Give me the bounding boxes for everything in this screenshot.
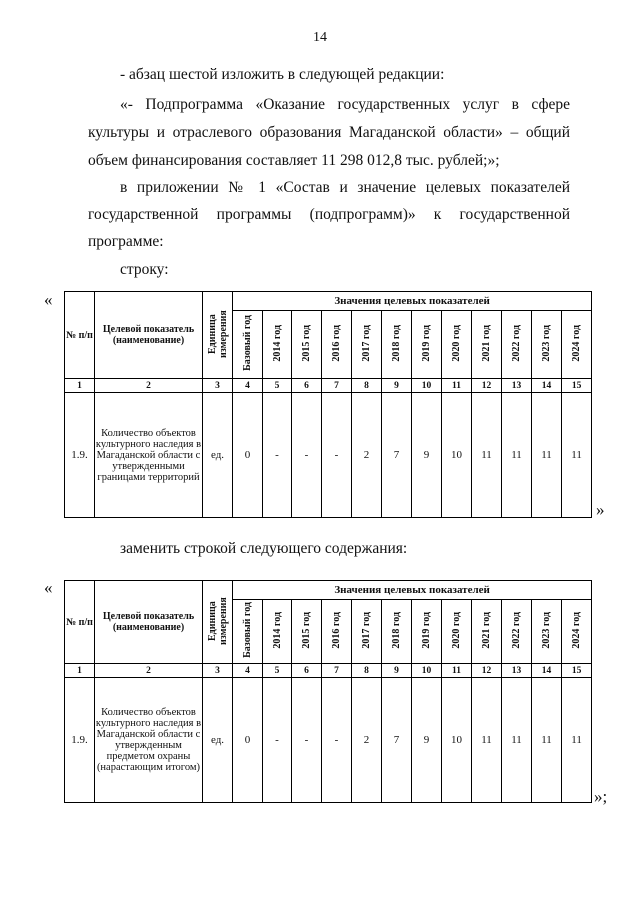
col-number: 7	[322, 664, 352, 678]
col-number: 4	[233, 379, 263, 393]
row-unit: ед.	[203, 393, 233, 518]
close-quote-1: »	[596, 500, 605, 519]
row-num: 1.9.	[65, 393, 95, 518]
close-quote-2: »;	[594, 787, 608, 806]
year-header-2022: 2022 год	[502, 600, 532, 664]
row-value: 11	[472, 678, 502, 803]
year-header-2021: 2021 год	[472, 600, 502, 664]
year-header-base: Базовый год	[233, 311, 263, 379]
year-header-2023: 2023 год	[532, 311, 562, 379]
row-num: 1.9.	[65, 678, 95, 803]
year-header-2019: 2019 год	[412, 600, 442, 664]
col-number: 5	[263, 379, 292, 393]
year-header-2014: 2014 год	[263, 311, 292, 379]
row-value: 11	[472, 393, 502, 518]
year-header-2014: 2014 год	[263, 600, 292, 664]
row-value: 0	[233, 678, 263, 803]
col-number: 13	[502, 379, 532, 393]
row-value: -	[263, 393, 292, 518]
col-number: 2	[95, 379, 203, 393]
col-number: 12	[472, 379, 502, 393]
row-value: 2	[352, 393, 382, 518]
year-header-2020: 2020 год	[442, 600, 472, 664]
col-number: 9	[382, 664, 412, 678]
year-header-2018: 2018 год	[382, 311, 412, 379]
paragraph-3-line-2: государственной программы (подпрограмм)» к государственной	[88, 206, 570, 223]
open-quote-1: «	[44, 290, 53, 309]
year-header-2024: 2024 год	[562, 311, 592, 379]
row-value: -	[322, 678, 352, 803]
year-header-2015: 2015 год	[292, 600, 322, 664]
row-value: 9	[412, 678, 442, 803]
year-header-2018: 2018 год	[382, 600, 412, 664]
row-value: 7	[382, 678, 412, 803]
paragraph-3-line-3: программе:	[88, 233, 164, 250]
col-number: 10	[412, 379, 442, 393]
old-indicator-table	[64, 291, 592, 518]
col-number: 6	[292, 664, 322, 678]
row-value: 7	[382, 393, 412, 518]
row-value: 11	[562, 393, 592, 518]
paragraph-1: - абзац шестой изложить в следующей редакции:	[120, 66, 445, 83]
new-indicator-table	[64, 580, 592, 803]
row-value: 9	[412, 393, 442, 518]
year-header-2015: 2015 год	[292, 311, 322, 379]
row-value: -	[292, 393, 322, 518]
row-value: -	[292, 678, 322, 803]
open-quote-2: «	[44, 578, 53, 597]
col-number: 5	[263, 664, 292, 678]
col-number: 3	[203, 379, 233, 393]
year-header-2019: 2019 год	[412, 311, 442, 379]
year-header-2017: 2017 год	[352, 600, 382, 664]
page-number: 14	[313, 30, 327, 45]
col-number: 15	[562, 379, 592, 393]
row-value: 10	[442, 393, 472, 518]
col-header-num: № п/п	[65, 581, 95, 664]
row-indicator-name: Количество объектов культурного наследия в Магаданской области с утвержденным предметом охраны (нарастающим итогом)	[95, 678, 203, 803]
paragraph-3-line-1: в приложении № 1 «Состав и значение целевых показателей	[120, 179, 570, 196]
col-number: 11	[442, 664, 472, 678]
col-number: 11	[442, 379, 472, 393]
year-header-2020: 2020 год	[442, 311, 472, 379]
col-header-num: № п/п	[65, 292, 95, 379]
col-number: 10	[412, 664, 442, 678]
col-number: 3	[203, 664, 233, 678]
year-header-base: Базовый год	[233, 600, 263, 664]
year-header-2016: 2016 год	[322, 311, 352, 379]
col-number: 13	[502, 664, 532, 678]
row-value: 10	[442, 678, 472, 803]
col-header-values-group: Значения целевых показателей	[233, 581, 592, 600]
col-header-indicator: Целевой показатель (наименование)	[95, 292, 203, 379]
row-value: 2	[352, 678, 382, 803]
paragraph-2-line-2: культуры и отраслевого образования Магаданской области» – общий	[88, 124, 570, 141]
paragraph-2-line-3: объем финансирования составляет 11 298 012,8 тыс. рублей;»;	[88, 152, 500, 169]
col-number: 9	[382, 379, 412, 393]
col-number: 6	[292, 379, 322, 393]
row-value: 11	[532, 393, 562, 518]
col-header-values-group: Значения целевых показателей	[233, 292, 592, 311]
col-number: 7	[322, 379, 352, 393]
paragraph-2-line-1: «- Подпрограмма «Оказание государственных услуг в сфере	[120, 96, 570, 113]
row-value: 11	[562, 678, 592, 803]
col-header-unit: Единица измерения	[203, 581, 233, 664]
year-header-2024: 2024 год	[562, 600, 592, 664]
col-number: 15	[562, 664, 592, 678]
row-value: 0	[233, 393, 263, 518]
year-header-2016: 2016 год	[322, 600, 352, 664]
col-header-indicator: Целевой показатель (наименование)	[95, 581, 203, 664]
row-value: 11	[502, 393, 532, 518]
col-number: 12	[472, 664, 502, 678]
row-value: -	[322, 393, 352, 518]
col-number: 8	[352, 379, 382, 393]
col-number: 1	[65, 379, 95, 393]
year-header-2023: 2023 год	[532, 600, 562, 664]
year-header-2017: 2017 год	[352, 311, 382, 379]
row-value: 11	[532, 678, 562, 803]
col-number: 14	[532, 664, 562, 678]
col-number: 14	[532, 379, 562, 393]
row-value: 11	[502, 678, 532, 803]
row-value: -	[263, 678, 292, 803]
col-header-unit: Единица измерения	[203, 292, 233, 379]
col-number: 8	[352, 664, 382, 678]
paragraph-4: строку:	[120, 261, 169, 278]
year-header-2022: 2022 год	[502, 311, 532, 379]
col-number: 2	[95, 664, 203, 678]
col-number: 4	[233, 664, 263, 678]
row-indicator-name: Количество объектов культурного наследия в Магаданской области с утвержденными границами территорий	[95, 393, 203, 518]
paragraph-5: заменить строкой следующего содержания:	[120, 540, 408, 557]
row-unit: ед.	[203, 678, 233, 803]
col-number: 1	[65, 664, 95, 678]
year-header-2021: 2021 год	[472, 311, 502, 379]
